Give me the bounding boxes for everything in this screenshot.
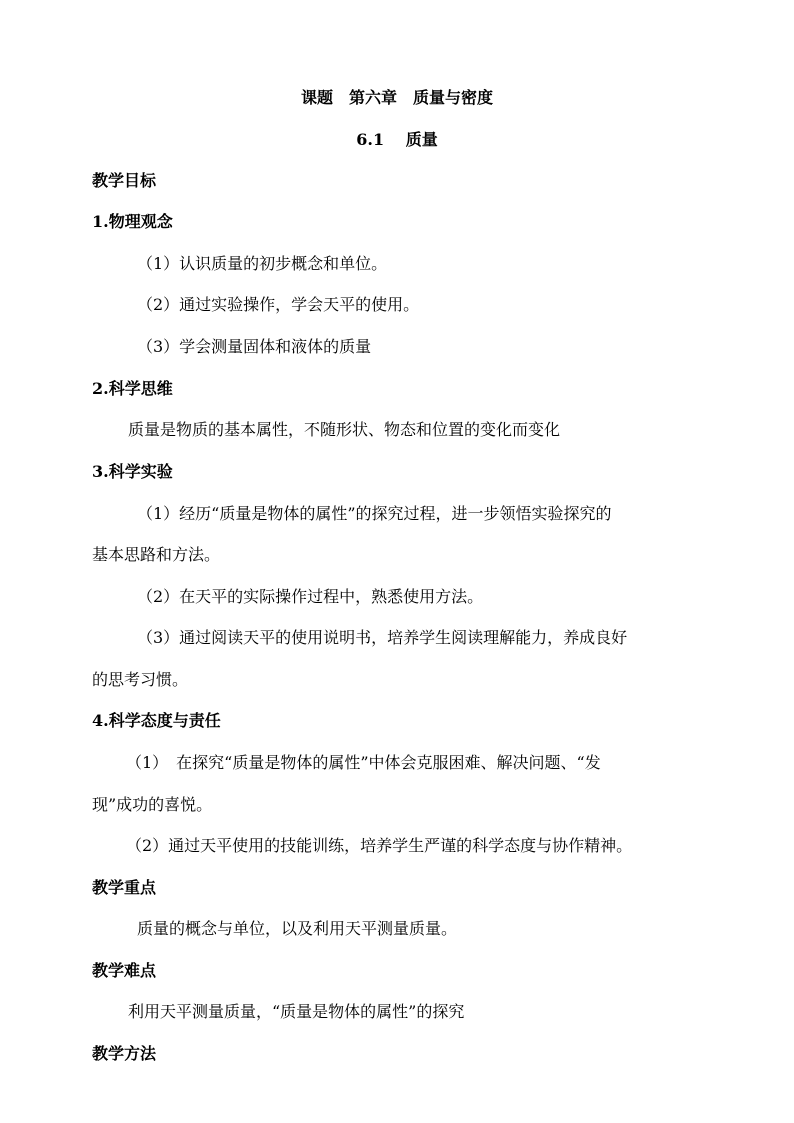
paragraph: 质量的概念与单位，以及利用天平测量质量。 [137, 919, 458, 938]
paragraph: 质量是物质的基本属性，不随形状、物态和位置的变化而变化 [128, 420, 561, 439]
page-subtitle: 6.1 质量 [356, 130, 438, 149]
section-heading-key-points: 教学重点 [92, 878, 157, 897]
section-heading-methods: 教学方法 [92, 1044, 157, 1063]
list-item: （3）学会测量固体和液体的质量 [137, 337, 372, 356]
list-item: （1）经历“质量是物体的属性”的探究过程，进一步领悟实验探究的 [137, 504, 612, 523]
page-title: 课题 第六章 质量与密度 [300, 88, 493, 107]
subsection-heading-attitude-responsibility: 4.科学态度与责任 [92, 711, 221, 730]
section-heading-difficulties: 教学难点 [92, 961, 157, 980]
list-item: （2）在天平的实际操作过程中，熟悉使用方法。 [137, 587, 484, 606]
list-item: （2）通过天平使用的技能训练，培养学生严谨的科学态度与协作精神。 [126, 836, 633, 855]
paragraph: 利用天平测量质量，“质量是物体的属性”的探究 [128, 1002, 465, 1021]
list-item: （3）通过阅读天平的使用说明书，培养学生阅读理解能力，养成良好 [137, 628, 628, 647]
subsection-heading-physics-concept: 1.物理观念 [92, 212, 173, 231]
subsection-heading-scientific-experiment: 3.科学实验 [92, 462, 173, 481]
list-item: （2）通过实验操作，学会天平的使用。 [137, 295, 420, 314]
list-item-continuation: 现”成功的喜悦。 [92, 795, 213, 814]
section-heading-objectives: 教学目标 [92, 171, 157, 190]
list-item: （1）认识质量的初步概念和单位。 [137, 254, 388, 273]
list-item: （1） 在探究“质量是物体的属性”中体会克服困难、解决问题、“发 [126, 753, 601, 772]
list-item-continuation: 基本思路和方法。 [92, 545, 221, 564]
subsection-heading-scientific-thinking: 2.科学思维 [92, 379, 173, 398]
list-item-continuation: 的思考习惯。 [92, 670, 189, 689]
